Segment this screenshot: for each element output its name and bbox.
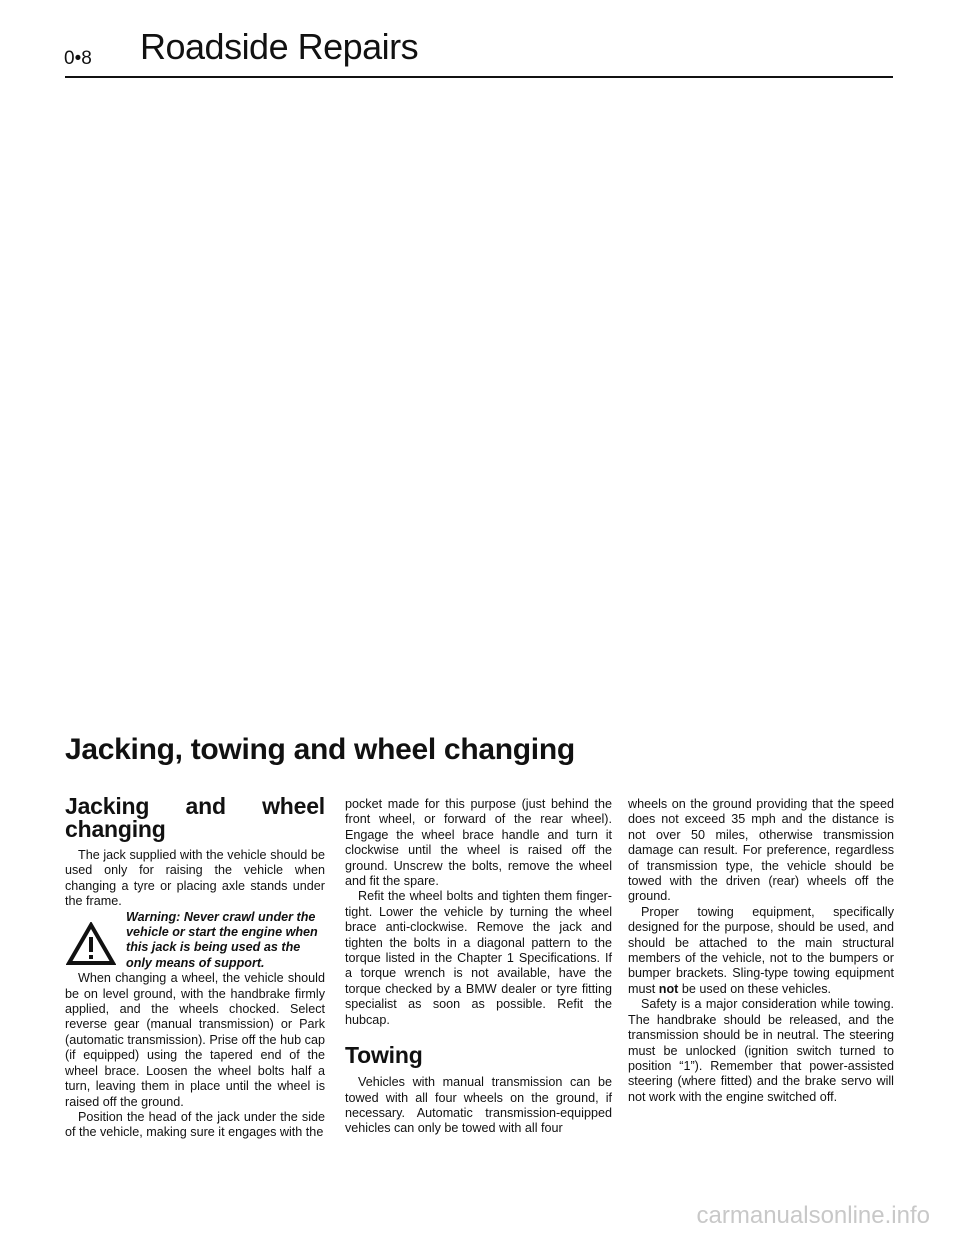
section-heading-towing: Towing	[345, 1042, 423, 1069]
paragraph: Safety is a major consideration while towing. The handbrake should be released, and the transmission should be in neutral. The steering must be unlocked (ignition switch turned to position “1”). Remember that power-assisted steering (where fitted) and the brake servo will not work with the engine switched off.	[628, 997, 894, 1104]
warning-text: : Never crawl under the vehicle or start the engine when this jack is being used as the only means of support.	[126, 909, 318, 970]
paragraph	[628, 905, 894, 997]
warning-triangle-icon	[66, 922, 116, 966]
text: be used on these vehicles.	[678, 981, 832, 996]
paragraph-continued: pocket made for this purpose (just behind the front wheel, or forward of the rear wheel). Engage the wheel brace handle and turn it clockwise until the wheel is raised off the ground. Unscrew the bolts, remove the wheel and fit the spare.	[345, 797, 612, 889]
column-1	[65, 795, 325, 1141]
page-number: 0•8	[64, 48, 92, 69]
column-3	[628, 797, 894, 1105]
text: Proper towing equipment, specifically designed for the purpose, should be used, and should be attached to the main structural members of the vehicle, not to the bumpers or bumper brackets. Sling-type towing equipment must	[628, 904, 894, 996]
warning-box	[65, 910, 325, 972]
paragraph: Position the head of the jack under the side of the vehicle, making sure it engages with the	[65, 1109, 325, 1140]
header-rule	[65, 76, 893, 78]
paragraph: Vehicles with manual transmission can be towed with all four wheels on the ground, if necessary. Automatic transmission-equipped vehicles can only be towed with all four	[345, 1075, 612, 1136]
paragraph: The jack supplied with the vehicle should be used only for raising the vehicle when changing a tyre or placing axle stands under the frame.	[65, 848, 325, 909]
running-title: Roadside Repairs	[140, 26, 419, 67]
paragraph: Refit the wheel bolts and tighten them finger-tight. Lower the vehicle by turning the wheel brace anti-clockwise. Remove the jack and tighten the bolts in a diagonal pattern to the torque listed in the Chapter 1 Specifications. If a torque wrench is not available, have the torque checked by a BMW dealer or tyre fitting specialist as soon as possible. Refit the hubcap.	[345, 889, 612, 1027]
paragraph-continued: wheels on the ground providing that the speed does not exceed 35 mph and the distance is not over 50 miles, otherwise transmission damage can result. For preference, regardless of transmission type, the vehicle should be towed with the driven (rear) wheels off the ground.	[628, 797, 894, 904]
main-heading: Jacking, towing and wheel changing	[65, 733, 575, 766]
section-heading-jacking: Jacking and wheel changing	[65, 793, 325, 842]
paragraph: When changing a wheel, the vehicle should be on level ground, with the handbrake firmly applied, and the wheels chocked. Select reverse gear (manual transmission) or Park (automatic transmission). Prise off the hub cap (if equipped) using the tapered end of the wheel brace. Loosen the wheel bolts half a turn, leaving them in place until the wheel is raised off the ground.	[65, 971, 325, 1109]
watermark: carmanualsonline.info	[696, 1202, 930, 1229]
column-2	[345, 797, 612, 1137]
emphasis: not	[658, 981, 679, 996]
warning-label: Warning	[126, 909, 177, 924]
